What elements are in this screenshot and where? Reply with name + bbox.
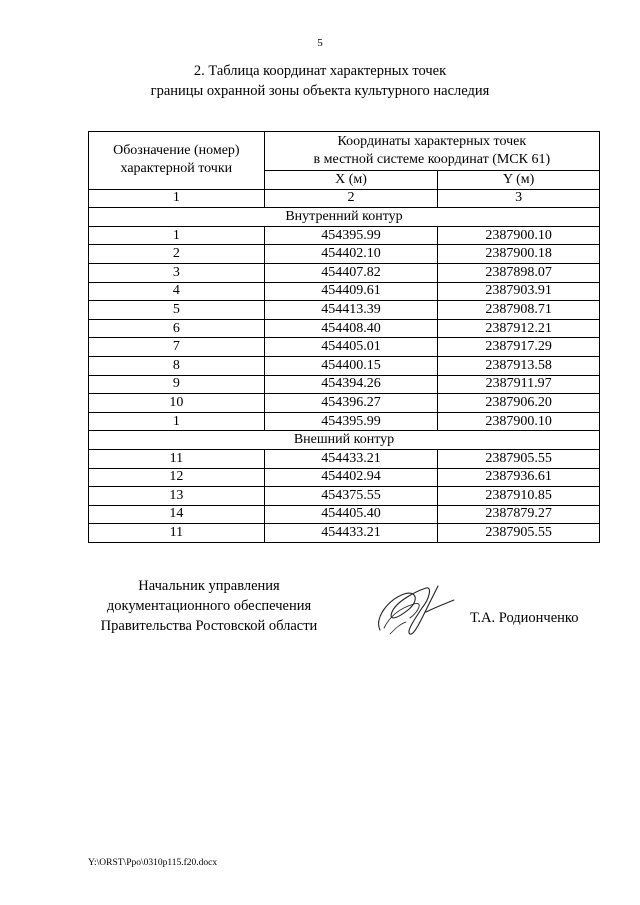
table-row [89, 356, 600, 375]
x-coordinate-cell: 454395.99 [264, 412, 438, 431]
x-coordinate-cell: 454375.55 [264, 487, 438, 506]
header-point-designation [89, 132, 265, 190]
header-col1-line1: Обозначение (номер) [113, 143, 240, 159]
section-label-inner: Внутренний контур [89, 208, 600, 227]
y-coordinate-cell: 2387898.07 [438, 263, 600, 282]
x-coordinate-cell: 454400.15 [264, 356, 438, 375]
y-coordinate-cell: 2387900.10 [438, 412, 600, 431]
signer-position-line2: документационного обеспечения [106, 598, 312, 614]
y-coordinate-cell: 2387879.27 [438, 505, 600, 524]
title-line-2: границы охранной зоны объекта культурного наследия [150, 83, 490, 99]
point-cell: 1 [89, 412, 265, 431]
x-coordinate-cell: 454409.61 [264, 282, 438, 301]
x-coordinate-cell: 454405.40 [264, 505, 438, 524]
header-coords-line2: в местной системе координат (МСК 61) [313, 152, 551, 167]
y-coordinate-cell: 2387911.97 [438, 375, 600, 394]
table-row [89, 449, 600, 468]
point-cell: 1 [89, 226, 265, 245]
point-cell: 10 [89, 394, 265, 413]
signature-block [88, 576, 330, 636]
point-cell: 14 [89, 505, 265, 524]
section-label-outer: Внешний контур [89, 431, 600, 450]
point-cell: 11 [89, 524, 265, 543]
file-path: Y:\ORST\Ppo\0310p115.f20.docx [88, 858, 218, 868]
table-row [89, 301, 600, 320]
y-coordinate-cell: 2387910.85 [438, 487, 600, 506]
title-line-1: 2. Таблица координат характерных точек [193, 63, 447, 79]
table-row [89, 338, 600, 357]
x-coordinate-cell: 454394.26 [264, 375, 438, 394]
y-coordinate-cell: 2387905.55 [438, 524, 600, 543]
point-cell: 3 [89, 263, 265, 282]
point-cell: 13 [89, 487, 265, 506]
y-coordinate-cell: 2387917.29 [438, 338, 600, 357]
x-coordinate-cell: 454407.82 [264, 263, 438, 282]
x-coordinate-cell: 454405.01 [264, 338, 438, 357]
document-title [0, 61, 640, 101]
header-y: Y (м) [438, 171, 600, 190]
point-cell: 11 [89, 449, 265, 468]
y-coordinate-cell: 2387903.91 [438, 282, 600, 301]
point-cell: 5 [89, 301, 265, 320]
x-coordinate-cell: 454413.39 [264, 301, 438, 320]
y-coordinate-cell: 2387908.71 [438, 301, 600, 320]
table-row [89, 394, 600, 413]
x-coordinate-cell: 454396.27 [264, 394, 438, 413]
point-cell: 12 [89, 468, 265, 487]
point-cell: 6 [89, 319, 265, 338]
page-number: 5 [317, 37, 323, 49]
point-cell: 9 [89, 375, 265, 394]
y-coordinate-cell: 2387905.55 [438, 449, 600, 468]
table-row [89, 245, 600, 264]
signer-position-line1: Начальник управления [138, 578, 280, 594]
table-row [89, 487, 600, 506]
header-x: X (м) [264, 171, 438, 190]
coordinates-table [88, 131, 600, 543]
table-row [89, 505, 600, 524]
table-index-row [89, 189, 600, 208]
table-row [89, 412, 600, 431]
y-coordinate-cell: 2387906.20 [438, 394, 600, 413]
point-cell: 4 [89, 282, 265, 301]
x-coordinate-cell: 454433.21 [264, 524, 438, 543]
table-row [89, 468, 600, 487]
x-coordinate-cell: 454395.99 [264, 226, 438, 245]
point-cell: 2 [89, 245, 265, 264]
y-coordinate-cell: 2387900.10 [438, 226, 600, 245]
y-coordinate-cell: 2387913.58 [438, 356, 600, 375]
table-row [89, 282, 600, 301]
x-coordinate-cell: 454402.10 [264, 245, 438, 264]
y-coordinate-cell: 2387900.18 [438, 245, 600, 264]
point-cell: 8 [89, 356, 265, 375]
header-col1-line2: характерной точки [120, 161, 233, 177]
signer-position-line3: Правительства Ростовской области [100, 618, 318, 634]
header-coordinates [264, 132, 599, 171]
table-row [89, 375, 600, 394]
table-row [89, 319, 600, 338]
handwritten-signature [370, 578, 458, 642]
point-cell: 7 [89, 338, 265, 357]
x-coordinate-cell: 454433.21 [264, 449, 438, 468]
table-row [89, 263, 600, 282]
signer-name: Т.А. Родионченко [470, 610, 579, 626]
index-cell: 1 [89, 189, 265, 208]
table-header-row [89, 132, 600, 171]
index-cell: 3 [438, 189, 600, 208]
table-row [89, 524, 600, 543]
table-row [89, 226, 600, 245]
x-coordinate-cell: 454402.94 [264, 468, 438, 487]
y-coordinate-cell: 2387912.21 [438, 319, 600, 338]
index-cell: 2 [264, 189, 438, 208]
x-coordinate-cell: 454408.40 [264, 319, 438, 338]
section-row-inner [89, 208, 600, 227]
section-row-outer [89, 431, 600, 450]
header-coords-line1: Координаты характерных точек [337, 134, 527, 149]
y-coordinate-cell: 2387936.61 [438, 468, 600, 487]
